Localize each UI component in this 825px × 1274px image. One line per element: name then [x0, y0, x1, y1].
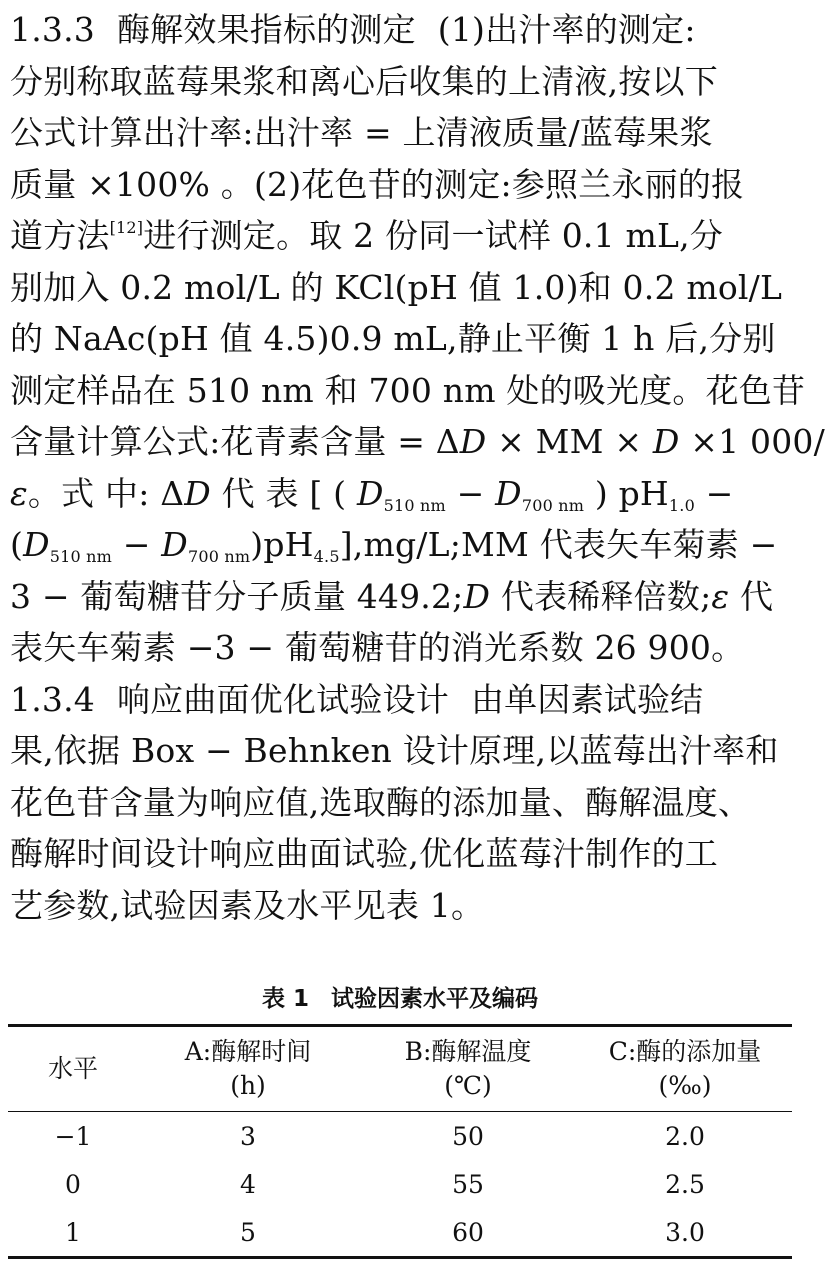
table-cell: −1: [54, 1121, 92, 1151]
text-line: 别加入 0.2 mol/L 的 KCl(pH 值 1.0)和 0.2 mol/L: [10, 267, 783, 307]
table-row: [8, 1208, 792, 1258]
text-line: 3 − 葡萄糖苷分子质量 449.2;D 代表稀释倍数;ε 代: [10, 576, 774, 616]
table-cell: 60: [358, 1208, 578, 1258]
table-cell: 4: [240, 1169, 256, 1199]
table-cell: 3.0: [578, 1208, 792, 1258]
text-line: ($D_{510 nm}$ − $D_{700 nm})pH_{4.5}],mg/L;MM$ 代表矢车菊素 −: [10, 525, 778, 566]
table-cell: 50: [452, 1121, 484, 1151]
section-number: 1.3.3: [10, 10, 95, 49]
table-row: [8, 1160, 792, 1208]
table-title: 试验因素水平及编码: [331, 986, 538, 1012]
section-heading: 酶解效果指标的测定: [116, 10, 416, 49]
table-cell: 1: [8, 1208, 138, 1258]
table-number: 表 1: [261, 986, 309, 1012]
citation-ref: [12]: [109, 218, 144, 237]
text-line: 果,依据 Box − Behnken 设计原理,以蓝莓出汁率和: [10, 731, 779, 770]
text-line: 1.3.3 酶解效果指标的测定 (1)出汁率的测定:: [10, 10, 696, 49]
text-line: 含量计算公式:花青素含量 = ΔD × MM × D ×1 000/: [10, 422, 825, 461]
table-row: [8, 1112, 792, 1161]
body-text: [10, 0, 825, 931]
text-line: 分别称取蓝莓果浆和离心后收集的上清液,按以下: [10, 61, 718, 101]
text-line: 质量 ×100% 。(2)花色苷的测定:参照兰永丽的报: [10, 164, 745, 204]
header-factor-b: B:酶解温度 (℃): [358, 1026, 578, 1112]
text-line: 表矢车菊素 −3 − 葡萄糖苷的消光系数 26 900。: [10, 628, 745, 667]
text-line: 的 NaAc(pH 值 4.5)0.9 mL,静止平衡 1 h 后,分别: [10, 319, 776, 358]
header-factor-a: A:酶解时间 (h): [138, 1026, 358, 1112]
section-number: 1.3.4: [10, 679, 95, 719]
text-line: ε。式 中: ΔD 代 表 [ ( $D_{510 nm} - D_{700 nm}$ ) $pH_{1.0}$ −: [10, 473, 734, 515]
text-line: 酶解时间设计响应曲面试验,优化蓝莓汁制作的工: [10, 834, 718, 873]
table-header-row: [8, 1026, 792, 1112]
table-caption: [0, 980, 800, 1013]
table-cell: 2.5: [665, 1169, 705, 1199]
table-cell: 2.0: [665, 1121, 705, 1151]
header-factor-c: C:酶的添加量 (‰): [578, 1026, 792, 1112]
table-cell: 0: [65, 1169, 81, 1199]
table-cell: 55: [452, 1169, 484, 1199]
table-cell: 5: [138, 1208, 358, 1258]
section-heading: 响应曲面优化试验设计: [116, 679, 449, 719]
text-line: 公式计算出汁率:出汁率 = 上清液质量/蓝莓果浆: [10, 113, 713, 152]
text-line: 1.3.4 响应曲面优化试验设计 由单因素试验结: [10, 679, 704, 719]
header-level: 水平: [8, 1026, 138, 1112]
factor-level-table: [8, 1024, 792, 1259]
text-line: 花色苷含量为响应值,选取酶的添加量、酶解温度、: [10, 782, 752, 822]
table-cell: 3: [240, 1121, 256, 1151]
text-line: 艺参数,试验因素及水平见表 1。: [10, 885, 485, 925]
text-line: 道方法[12]进行测定。取 2 份同一试样 0.1 mL,分: [10, 216, 723, 255]
text-line: 测定样品在 510 nm 和 700 nm 处的吸光度。花色苷: [10, 370, 806, 410]
